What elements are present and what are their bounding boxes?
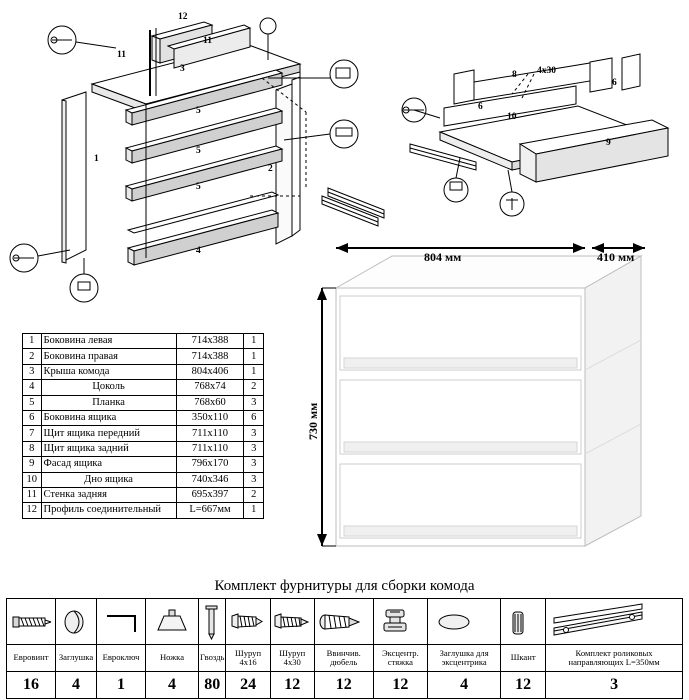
kit-cell-slide-rails [546,599,683,645]
part-name: Дно ящика [41,472,176,487]
part-num: 11 [23,487,42,502]
table-row [23,503,264,518]
kit-cell-cap-plug [56,599,97,645]
table-row [23,472,264,487]
part-num: 12 [23,503,42,518]
hex-key-icon [97,602,145,642]
screw-4x16-icon [226,602,266,642]
cam-cover-icon [428,602,480,642]
table-row [23,410,264,425]
kit-count-nail: 80 [199,672,226,699]
dowel-screw-icon [315,602,367,642]
kit-cell-screw-4x16 [226,599,270,645]
kit-label-cap-plug: Заглушка [56,645,97,672]
hardware-kit-table [6,598,683,699]
kit-labels-row [7,645,683,672]
part-qty: 1 [244,349,264,364]
kit-label-cam-cover: Заглушка для эксцентрика [428,645,501,672]
table-row [23,380,264,395]
kit-label-screw-4x30: Шуруп 4х30 [270,645,314,672]
part-size: 714х388 [176,349,244,364]
part-qty: 3 [244,441,264,456]
kit-cell-nail [199,599,226,645]
callout-drawer-6-a: 6 [612,78,617,88]
kit-label-wooden-dowel: Шкант [501,645,546,672]
leg-icon [146,602,198,642]
table-row [23,457,264,472]
kit-cell-euro-screw [7,599,56,645]
part-size: 350х110 [176,410,244,425]
part-num: 6 [23,410,42,425]
part-num: 1 [23,334,42,349]
part-size: 695х397 [176,487,244,502]
part-qty: 3 [244,426,264,441]
kit-cell-wooden-dowel [501,599,546,645]
callout-4: 4 [196,246,201,256]
kit-title: Комплект фурнитуры для сборки комода [214,578,475,594]
kit-cell-cam-cover [428,599,501,645]
dimension-height: 730 мм [306,402,320,440]
part-name: Щит ящика передний [41,426,176,441]
dimension-width: 804 мм [424,250,462,264]
part-size: 796х170 [176,457,244,472]
part-size: 768х60 [176,395,244,410]
part-size: 711х110 [176,426,244,441]
part-name: Щит ящика задний [41,441,176,456]
kit-label-dowel-screw: Ввинчив. дюбель [314,645,373,672]
euro-screw-icon [7,602,55,642]
callout-5-c: 5 [196,182,201,192]
cap-plug-icon [56,602,96,642]
kit-label-slide-rails: Комплект роликовых направляющих L=350мм [546,645,683,672]
part-qty: 1 [244,334,264,349]
screw-4x30-icon [271,602,311,642]
part-num: 7 [23,426,42,441]
part-name: Стенка задняя [41,487,176,502]
part-name: Цоколь [41,380,176,395]
kit-cell-screw-4x30 [270,599,314,645]
table-row [23,487,264,502]
part-name: Фасад ящика [41,457,176,472]
cam-lock-icon [374,602,418,642]
table-row [23,334,264,349]
kit-count-screw-4x30: 12 [270,672,314,699]
part-qty: 2 [244,487,264,502]
kit-icons-row [7,599,683,645]
parts-table [22,333,264,519]
slide-rails-icon [546,602,654,642]
part-num: 8 [23,441,42,456]
nail-icon [199,602,225,642]
kit-count-leg: 4 [146,672,199,699]
table-row [23,441,264,456]
callout-1: 1 [94,154,99,164]
part-qty: 6 [244,410,264,425]
kit-count-euro-screw: 16 [7,672,56,699]
table-row [23,364,264,379]
parts-table-body [23,334,264,519]
wooden-dowel-icon [501,602,545,642]
part-size: 740х346 [176,472,244,487]
part-num: 10 [23,472,42,487]
kit-count-slide-rails: 3 [546,672,683,699]
part-name: Профиль соединительный [41,503,176,518]
callout-11-a: 11 [117,50,126,60]
kit-count-cam-lock: 12 [373,672,428,699]
kit-label-nail: Гвоздь [199,645,226,672]
part-num: 4 [23,380,42,395]
kit-cell-leg [146,599,199,645]
part-qty: 2 [244,380,264,395]
table-row [23,395,264,410]
part-num: 3 [23,364,42,379]
kit-count-cam-cover: 4 [428,672,501,699]
part-num: 2 [23,349,42,364]
kit-count-wooden-dowel: 12 [501,672,546,699]
callout-5-b: 5 [196,146,201,156]
kit-label-leg: Ножка [146,645,199,672]
part-name: Боковина левая [41,334,176,349]
table-row [23,349,264,364]
kit-label-screw-4x16: Шуруп 4х16 [226,645,270,672]
part-name: Крыша комода [41,364,176,379]
part-name: Боковина правая [41,349,176,364]
part-size: 768х74 [176,380,244,395]
part-qty: 3 [244,395,264,410]
callout-drawer-4x30: 4х30 [537,66,556,76]
part-num: 9 [23,457,42,472]
part-size: 714х388 [176,334,244,349]
kit-count-hex-key: 1 [97,672,146,699]
part-size: 804х406 [176,364,244,379]
table-row [23,426,264,441]
finished-cabinet-view [300,240,689,570]
part-name: Планка [41,395,176,410]
kit-count-screw-4x16: 24 [226,672,270,699]
kit-label-euro-screw: Евровинт [7,645,56,672]
kit-counts-row [7,672,683,699]
kit-cell-dowel-screw [314,599,373,645]
part-name: Боковина ящика [41,410,176,425]
kit-count-dowel-screw: 12 [314,672,373,699]
kit-cell-hex-key [97,599,146,645]
callout-drawer-10: 10 [507,112,517,122]
part-size: L=667мм [176,503,244,518]
callout-drawer-6-b: 6 [478,102,483,112]
kit-label-cam-lock: Эксцентр. стяжка [373,645,428,672]
callout-11-b: 11 [203,36,212,46]
part-qty: 3 [244,472,264,487]
callout-drawer-9: 9 [606,138,611,148]
part-num: 5 [23,395,42,410]
callout-drawer-8: 8 [512,70,517,80]
part-qty: 3 [244,457,264,472]
part-qty: 1 [244,503,264,518]
callout-12: 12 [178,12,188,22]
dimension-depth: 410 мм [597,250,635,264]
callout-2: 2 [268,164,273,174]
kit-count-cap-plug: 4 [56,672,97,699]
kit-label-hex-key: Евроключ [97,645,146,672]
part-size: 711х110 [176,441,244,456]
kit-cell-cam-lock [373,599,428,645]
callout-3: 3 [180,64,185,74]
callout-5-a: 5 [196,106,201,116]
part-qty: 1 [244,364,264,379]
